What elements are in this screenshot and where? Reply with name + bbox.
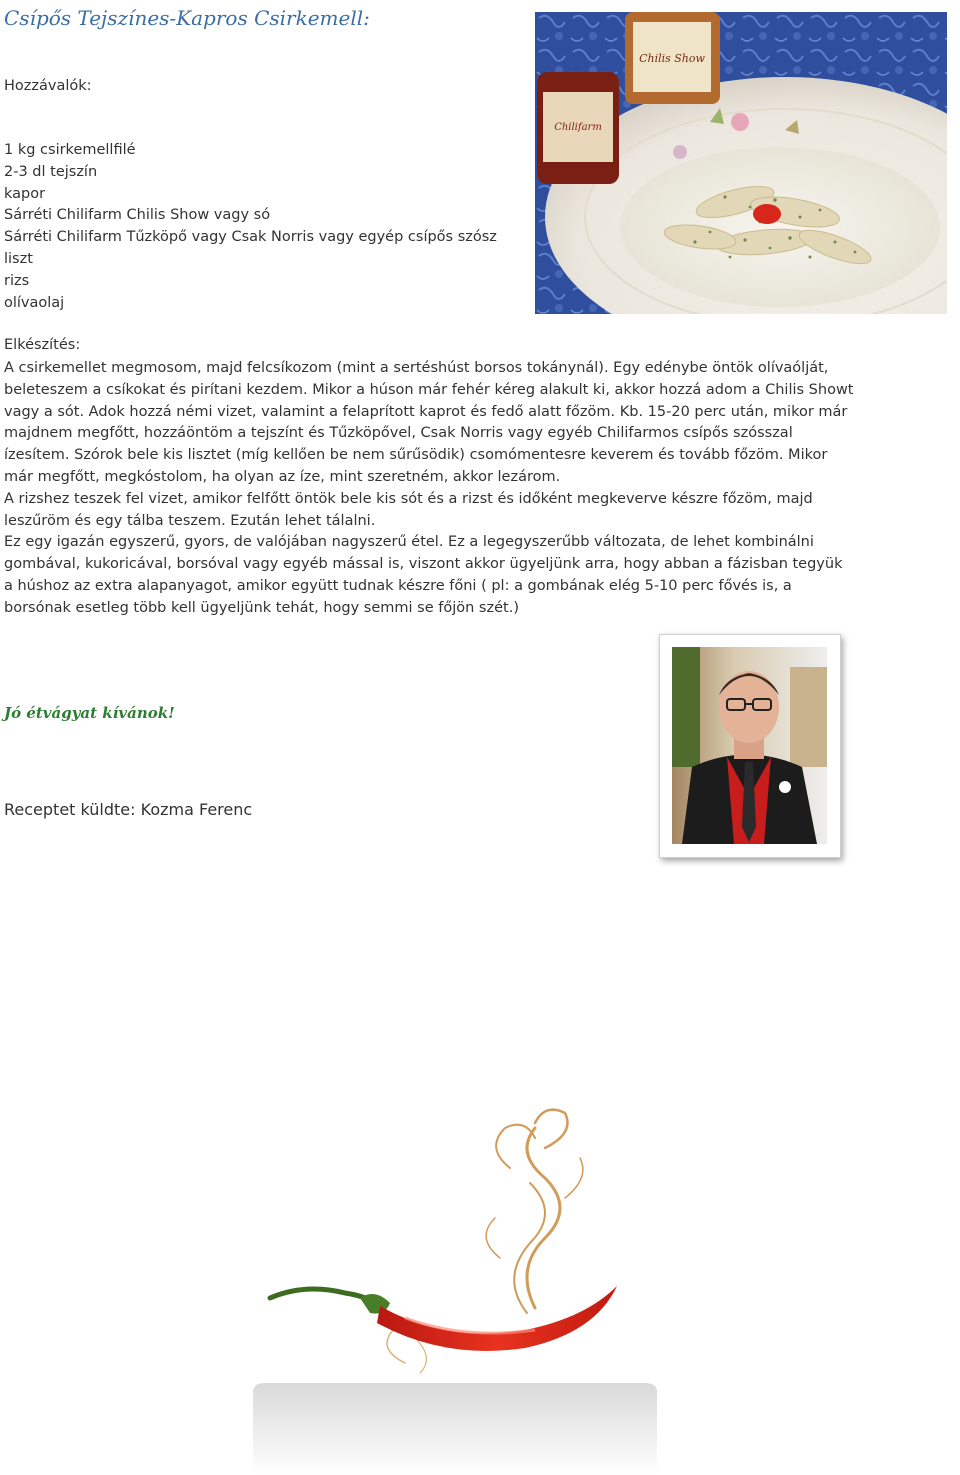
chili-smoke-graphic <box>245 1108 660 1475</box>
ingredients-heading: Hozzávalók: <box>4 78 92 94</box>
ingredient-item: liszt <box>4 250 33 267</box>
ingredients-list <box>4 140 497 314</box>
chilifarm-jar <box>537 72 619 184</box>
chilis-show-jar <box>625 12 720 104</box>
ingredient-item: Sárréti Chilifarm Chilis Show vagy só <box>4 207 271 224</box>
ingredient-item: Sárréti Chilifarm Tűzköpő vagy Csak Norris vagy egyép csípős szósz <box>4 229 497 246</box>
author-photo <box>672 647 827 844</box>
ingredient-item: kapor <box>4 185 46 202</box>
ingredient-item: 1 kg csirkemellfilé <box>4 142 136 158</box>
chili-pepper-icon <box>270 1286 617 1351</box>
jar-label-left: Chilifarm <box>554 122 602 133</box>
dish-photo <box>535 12 947 314</box>
ingredient-item: rizs <box>4 272 30 289</box>
jar-label-top: Chilis Show <box>639 52 705 65</box>
method-text <box>4 358 854 620</box>
ingredient-item: olívaolaj <box>4 294 65 311</box>
author-photo-frame <box>659 634 841 858</box>
reflection-pedestal <box>253 1383 657 1475</box>
greeting-text: Jó étvágyat kívánok! <box>4 704 175 722</box>
ingredient-item: 2-3 dl tejszín <box>4 163 98 180</box>
method-heading: Elkészítés: <box>4 337 81 353</box>
method-paragraph: A rizshez teszek fel vizet, amikor felfőtt öntök bele kis sót és a rizst és időként megkeverve készre főzöm, majd leszűröm és egy tálba teszem. Ezután lehet tálalni. <box>4 490 813 529</box>
method-paragraph: A csirkemellet megmosom, majd felcsíkozom (mint a sertéshúst borsos tokánynál). Egy edénybe öntök olívaólját, beleteszem a csíkokat és pirítani kezdem. Mikor a húson már fehér kéreg alakult ki, akkor hozzá adom a Chilis Showt vagy a sót. Adok hozzá némi vizet, valamint a felaprított kaprot és fedő alatt főzöm. Kb. 15-20 perc után, mikor már majdnem megfőtt, hozzáöntöm a tejszínt és Tűzköpővel, Csak Norris vagy egyéb Chilifarmos csípős szósszal ízesítem. Szórok bele kis lisztet (míg kellően be nem sűrűsödik) csomómentesre keverem és tovább főzöm. Mikor már megfőtt, megkóstolom, ha olyan az íze, mint szeretném, akkor lezárom. <box>4 360 854 485</box>
method-paragraph: Ez egy igazán egyszerű, gyors, de valójában nagyszerű étel. Ez a legegyszerűbb változata, de lehet kombinálni gombával, kukoricával, borsóval vagy egyéb mással is, viszont akkor ügyeljünk arra, hogy abban a fázisban tegyük a húshoz az extra alapanyagot, amikor együtt tudnak készre főni ( pl: a gombának elég 5-10 perc fővés is, a borsónak esetleg több kell ügyeljünk tehát, hogy semmi se főjön szét.) <box>4 534 843 616</box>
sender-credit: Receptet küldte: Kozma Ferenc <box>4 800 253 819</box>
recipe-title: Csípős Tejszínes-Kapros Csirkemell: <box>4 6 370 30</box>
